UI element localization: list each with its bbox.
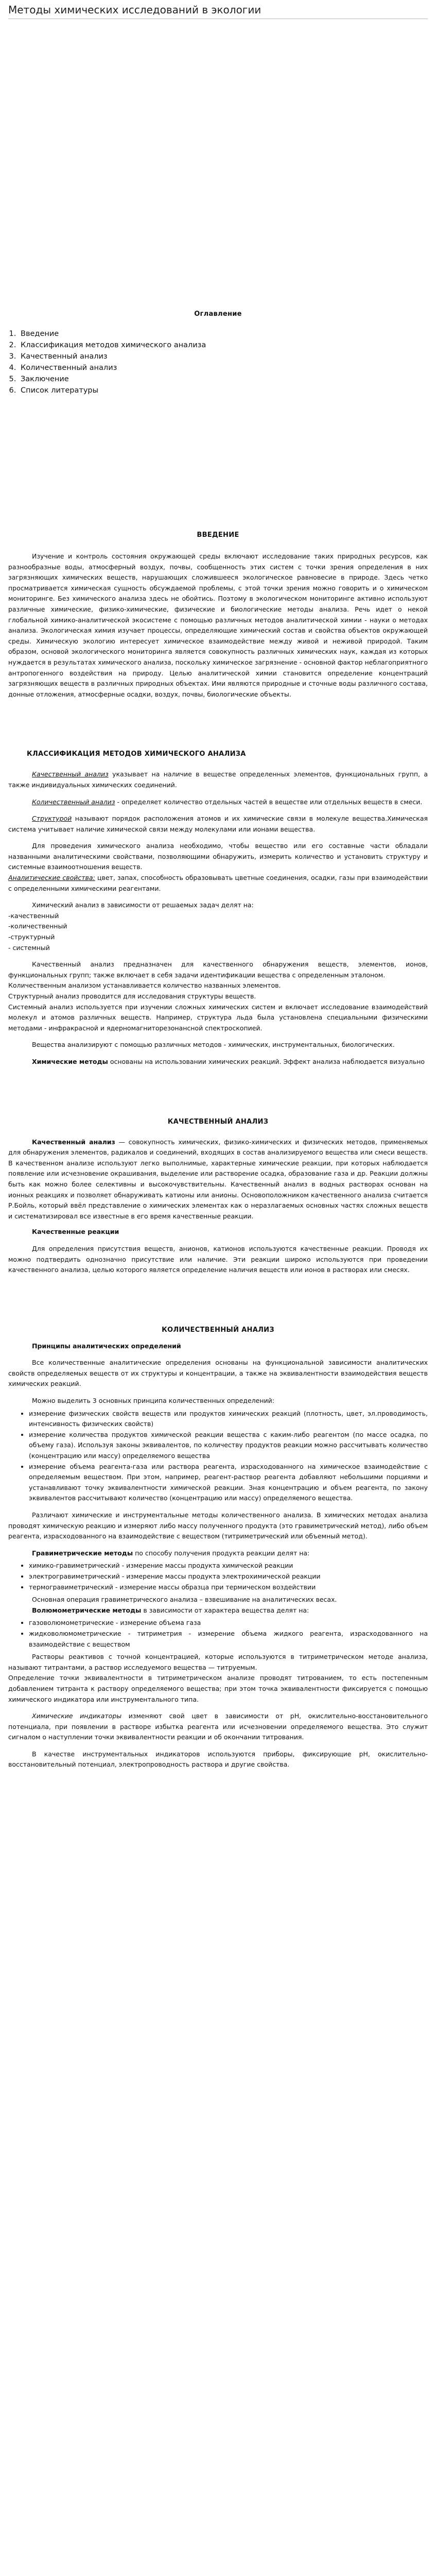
definition: указывает на наличие в веществе определенных элементов, функциональных групп, а также индивидуальных химических соединений.: [8, 770, 428, 789]
quantitative-paragraph: Определение точки эквивалентности в титриметрическом анализе проводят титрованием, то есть постепенным добавлением титранта к раствору определяемого вещества; при этом точка эквивалентности фиксируется с помощью химического индикатора или инструментального типа.: [8, 1674, 428, 1703]
toc-item[interactable]: 3. Качественный анализ: [19, 351, 428, 362]
quantitative-paragraph: [8, 1711, 428, 1743]
classification-paragraph: [8, 1057, 428, 1067]
quantitative-paragraph: Растворы реактивов с точной концентрацией, которые используются в титриметрическом методе анализа, называют титрантами, а раствор исследуемого вещества — титруемым.: [8, 1653, 428, 1671]
definition: основаны на использовании химических реакций. Эффект анализа наблюдается визуально: [108, 1057, 425, 1065]
toc-item[interactable]: 1. Введение: [19, 328, 428, 340]
toc-item[interactable]: 2. Классификация методов химического анализа: [19, 340, 428, 351]
quantitative-paragraph: Различают химические и инструментальные методы количественного анализа. В химических методах анализа проводят химическую реакцию и измеряют либо массу полученного продукта (это гравиметрический метод), либо объем реагента, израсходованного на взаимодействие с веществом (титриметрический или объемный метод).: [8, 1511, 428, 1540]
quantitative-paragraph: В качестве инструментальных индикаторов используются приборы, фиксирующие pH, окислительно-восстановительный потенциал, электропроводность раствора и другие свойства.: [8, 1750, 428, 1769]
intro-heading: ВВЕДЕНИЕ: [197, 531, 239, 539]
kind-item: -качественный: [8, 911, 59, 920]
page-title: Методы химических исследований в экологии: [8, 4, 261, 16]
definition: изменяют свой цвет в зависимости от pH, окислительно-восстановительного потенциала, при появлении в растворе избытка реагента или исчезновении определяемого вещества. Это служит сигналом о наступлении точки эквивалентности реакции и об окончании титрования.: [8, 1712, 428, 1741]
term: Качественный анализ: [32, 1138, 115, 1146]
volumetric-list: [8, 1618, 428, 1650]
term: Структурой: [32, 815, 72, 823]
gravimetric-list: [8, 1561, 428, 1592]
classification-paragraph: [8, 814, 428, 835]
term: Волюмометрические методы: [32, 1606, 142, 1614]
quantitative-paragraph: [8, 1605, 428, 1616]
qualitative-heading: КАЧЕСТВЕННЫЙ АНАЛИЗ: [167, 1117, 269, 1126]
term: Гравиметрические методы: [32, 1549, 133, 1557]
toc-item[interactable]: 4. Количественный анализ: [19, 362, 428, 374]
term: Аналитические свойства:: [8, 874, 95, 882]
definition: называют порядок расположения атомов и их химические связи в молекуле вещества.Химическая система учитывает наличие химической связи между молекулами или ионами вещества.: [8, 815, 428, 833]
classification-paragraph: Вещества анализируют с помощью различных методов - химических, инструментальных, биологических.: [32, 1041, 395, 1049]
quantitative-subheading: Принципы аналитических определений: [32, 1342, 181, 1350]
list-item: • измерение физических свойств веществ или продуктов химических реакций (плотность, цвет, эл.проводимость, интенсивность физических свойств): [29, 1409, 428, 1430]
intro-paragraph: Изучение и контроль состояния окружающей среды включают исследование таких природных ресурсов, как разнообразные воды, атмосферный воздух, почвы, сообщенность этих систем с точки зрения определения в них загрязняющих химических веществ, нарушающих сложившееся экологическое равновесие в природе. Здесь четко просматривается химическая сущность обсуждаемой проблемы, с этой точки зрения можно говорить и о химическом мониторинге. Без химического анализа здесь не обойтись. Поэтому в экологическом мониторинге активно используют различные химические, физико-химические, физические и биологические методы анализа. Речь идет о некой глобальной химико-аналитической экосистеме с помощью различных методов аналитической химии - науки о методах анализа. Экологическая химия изучает процессы, определяющие химический состав и свойства объектов окружающей среды. Химическую экологию интересует химическое взаимодействие между живой и неживой природой. Таким образом, основой экологического мониторинга является совокупность различных химических наук, каждая из которых нуждается в результатах химического анализа, поскольку химическое загрязнение - основной фактор неблагоприятного антропогенного воздействия на природу. Целью аналитической химии становится определение концентраций загрязняющих веществ в различных природных объектах. Ими являются природные и сточные воды различного состава, донные отложения, атмосферные осадки, воздух, почвы, биологические объекты.: [8, 552, 428, 698]
qualitative-paragraph: [8, 1137, 428, 1222]
principles-list: [8, 1409, 428, 1504]
classification-heading: КЛАССИФИКАЦИЯ МЕТОДОВ ХИМИЧЕСКОГО АНАЛИЗА: [27, 750, 246, 758]
toc-item[interactable]: 5. Заключение: [19, 374, 428, 385]
list-item: • химико-гравиметрический - измерение массы продукта химической реакции: [29, 1561, 428, 1571]
quantitative-paragraph: Можно выделить 3 основных принципа количественных определений:: [32, 1397, 274, 1405]
classification-paragraph: Для проведения химического анализа необходимо, чтобы вещество или его составные части обладали названными аналитическими свойствами, позволяющими обнаружить, измерить количество и установить структуру и системные взаимоотношения веществ.: [8, 842, 428, 871]
list-item: • электрогравиметрический - измерение массы продукта электрохимической реакции: [29, 1571, 428, 1582]
term: Количественный анализ: [32, 798, 115, 806]
quantitative-paragraph: [8, 1548, 428, 1559]
toc-list: [8, 328, 428, 396]
classification-paragraph: [8, 797, 428, 808]
classification-paragraph: Качественный анализ предназначен для качественного обнаружения веществ, элементов, ионов, функциональных групп; также включает в себя задачи идентификации вещества с определенным эталоном.: [8, 960, 428, 979]
kind-item: -структурный: [8, 933, 55, 941]
classification-paragraph: Химический анализ в зависимости от решаемых задач делят на:: [32, 901, 254, 909]
qualitative-paragraph: Для определения присутствия веществ, анионов, катионов используются качественные реакции. Проводя их можно подтвердить однозначно присутствие или наличие. Эти реакции широко используются при проведении качественного анализа, целью которого является определение наличия веществ или ионов в растворах или смесях.: [8, 1244, 428, 1274]
list-item: • измерение объема реагента-газа или раствора реагента, израсходованного на химическое взаимодействие с определяемым веществом. При этом, например, реагент-раствор реагента добавляют небольшими порциями и устанавливают точку эквивалентности химической реакции. Зная концентрацию и объем реагента, по закону эквивалентов рассчитывают количество (концентрацию или массу) определяемого вещества.: [29, 1462, 428, 1504]
list-item: • газоволюмометрические - измерение объема газа: [29, 1618, 428, 1629]
toc-item[interactable]: 6. Список литературы: [19, 385, 428, 396]
definition: - определяет количество отдельных частей в веществе или отдельных веществ в смеси.: [115, 798, 423, 806]
list-item: • жидковолюмометрические - титриметрия - измерение объема жидкого реагента, израсходованного на взаимодействие с веществом: [29, 1629, 428, 1650]
term: Химические методы: [32, 1057, 108, 1065]
classification-paragraph: [8, 873, 428, 894]
kind-item: -количественный: [8, 922, 67, 930]
classification-paragraph: Системный анализ используется при изучении сложных химических систем и включает исследование взаимодействий молекул и атомов различных веществ. Например, структура льда была установлена специальными физическими методами - инфракрасной и ядерномагниторезонансной спектроскопией.: [8, 1003, 428, 1032]
qualitative-subheading: Качественные реакции: [32, 1228, 119, 1236]
definition: по способу получения продукта реакции делят на:: [133, 1549, 310, 1557]
term: Химические индикаторы: [32, 1712, 122, 1720]
classification-paragraph: Количественным анализом устанавливается количество названных элементов.: [8, 981, 281, 990]
toc-heading: Оглавление: [194, 310, 242, 318]
definition: цвет, запах, способность образовывать цветные соединения, осадки, газы при взаимодействии с определенными химическими реагентами.: [8, 874, 428, 892]
list-item: • термогравиметрический - измерение массы образца при термическом воздействии: [29, 1582, 428, 1593]
classification-paragraph: [8, 769, 428, 790]
classification-paragraph: Структурный анализ проводится для исследования структуры веществ.: [8, 992, 256, 1000]
definition: — совокупность химических, физико-химических и физических методов, применяемых для обнаружения элементов, радикалов и соединений, входящих в состав анализируемого вещества или смеси веществ. В качественном анализе используют легко выполнимые, характерные химические реакции, при которых наблюдается появление или исчезновение окрашивания, выделение или растворение осадка, образование газа и др. Реакции должны быть как можно более селективны и высокочувствительны. Качественный анализ в водных растворах основан на ионных реакциях и позволяет обнаруживать катионы или анионы. Основоположником качественного анализа считается Р.Бойль, который ввёл представление о химических элементах как о неразлагаемых основных частях сложных веществ и систематизировал все известные в его время качественные реакции.: [8, 1138, 428, 1220]
kind-item: - системный: [8, 943, 50, 952]
quantitative-paragraph: Основная операция гравиметрического анализа – взвешивание на аналитических весах.: [32, 1596, 337, 1604]
quantitative-paragraph: Все количественные аналитические определения основаны на функциональной зависимости аналитических свойств определяемых веществ от их структуры и концентрации, а также на эквивалентности взаимодействия веществ химических реакций.: [8, 1359, 428, 1388]
term: Качественный анализ: [32, 770, 109, 778]
quantitative-heading: КОЛИЧЕСТВЕННЫЙ АНАЛИЗ: [162, 1326, 274, 1334]
definition: в зависимости от характера вещества делят на:: [141, 1606, 309, 1614]
list-item: • измерение количества продуктов химической реакции вещества с каким-либо реагентом (по массе осадка, по объему газа). Используя законы эквивалентов, по количеству продуктов реакции можно рассчитывать количество (концентрацию или массу) определяемого вещества: [29, 1430, 428, 1462]
